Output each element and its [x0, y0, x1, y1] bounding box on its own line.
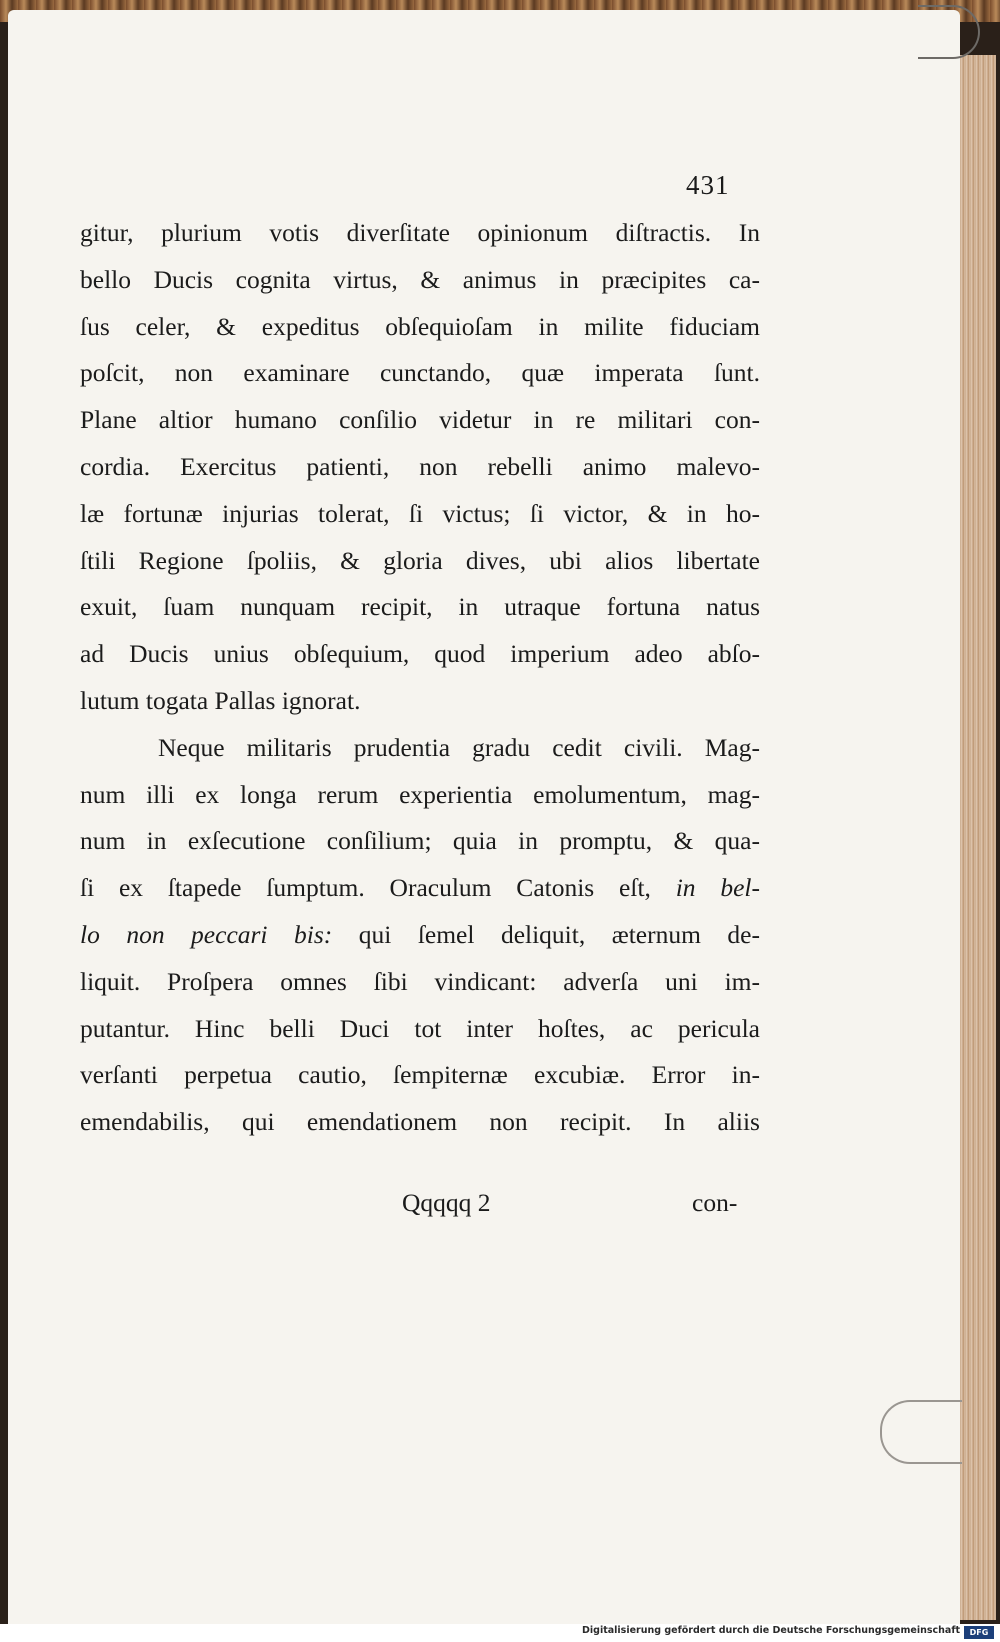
- page-clip-bottom: [880, 1400, 962, 1464]
- italic-quote: in bel-: [675, 873, 761, 903]
- text-line: gitur, plurium votis diverſitate opinionum diſtractis. In: [80, 218, 760, 247]
- italic-quote: lo non peccari bis:: [80, 919, 333, 949]
- paragraph-line: num in exſecutione conſilium; quia in promptu, & qua-: [80, 826, 760, 856]
- page-footer: [80, 1188, 760, 1228]
- page-number: 431: [686, 170, 730, 200]
- main-text: [80, 210, 760, 1146]
- text-line: cordia. Exercitus patienti, non rebelli animo malevo-: [80, 451, 760, 481]
- paragraph-line: emendabilis, qui emendationem non recipit. In aliis: [80, 1107, 760, 1137]
- text-line: Plane altior humano conſilio videtur in re militari con-: [80, 405, 760, 435]
- book-fore-edge: [960, 55, 996, 1620]
- paragraph-line-mixed: [80, 865, 760, 912]
- page-clip-top: [918, 5, 980, 59]
- plain-text: ſi ex ſtapede ſumptum. Oraculum Catonis eſt,: [80, 873, 651, 903]
- text-line: læ fortunæ injurias tolerat, ſi victus; ſi victor, & in ho-: [80, 498, 760, 528]
- dfg-notice: Digitalisierung gefördert durch die Deutsche Forschungsgemeinschaft: [582, 1625, 960, 1636]
- text-line: ad Ducis unius obſequium, quod imperium adeo abſo-: [80, 639, 760, 669]
- paragraph-line: liquit. Proſpera omnes ſibi vindicant: adverſa uni im-: [80, 966, 760, 996]
- dfg-logo: DFG: [964, 1626, 994, 1639]
- text-line: ſus celer, & expeditus obſequioſam in milite fiduciam: [80, 311, 760, 341]
- plain-text: qui ſemel deliquit, æternum de-: [358, 919, 760, 949]
- paragraph-line: verſanti perpetua cautio, ſempiternæ excubiæ. Error in-: [80, 1060, 760, 1090]
- paragraph-line-mixed: [80, 912, 760, 959]
- signature-mark: Qqqqq 2: [402, 1188, 491, 1217]
- text-line: exuit, ſuam nunquam recipit, in utraque fortuna natus: [80, 592, 760, 622]
- catchword: con-: [692, 1188, 738, 1217]
- text-line: lutum togata Pallas ignorat.: [80, 685, 361, 715]
- paragraph-line: Neque militaris prudentia gradu cedit civili. Mag-: [158, 732, 760, 762]
- text-line: ſtili Regione ſpoliis, & gloria dives, ubi alios libertate: [80, 545, 760, 575]
- paragraph-line: num illi ex longa rerum experientia emolumentum, mag-: [80, 779, 760, 809]
- text-line: poſcit, non examinare cunctando, quæ imperata ſunt.: [80, 358, 760, 388]
- text-line: bello Ducis cognita virtus, & animus in præcipites ca-: [80, 264, 760, 294]
- paragraph-line: putantur. Hinc belli Duci tot inter hoſtes, ac pericula: [80, 1013, 760, 1043]
